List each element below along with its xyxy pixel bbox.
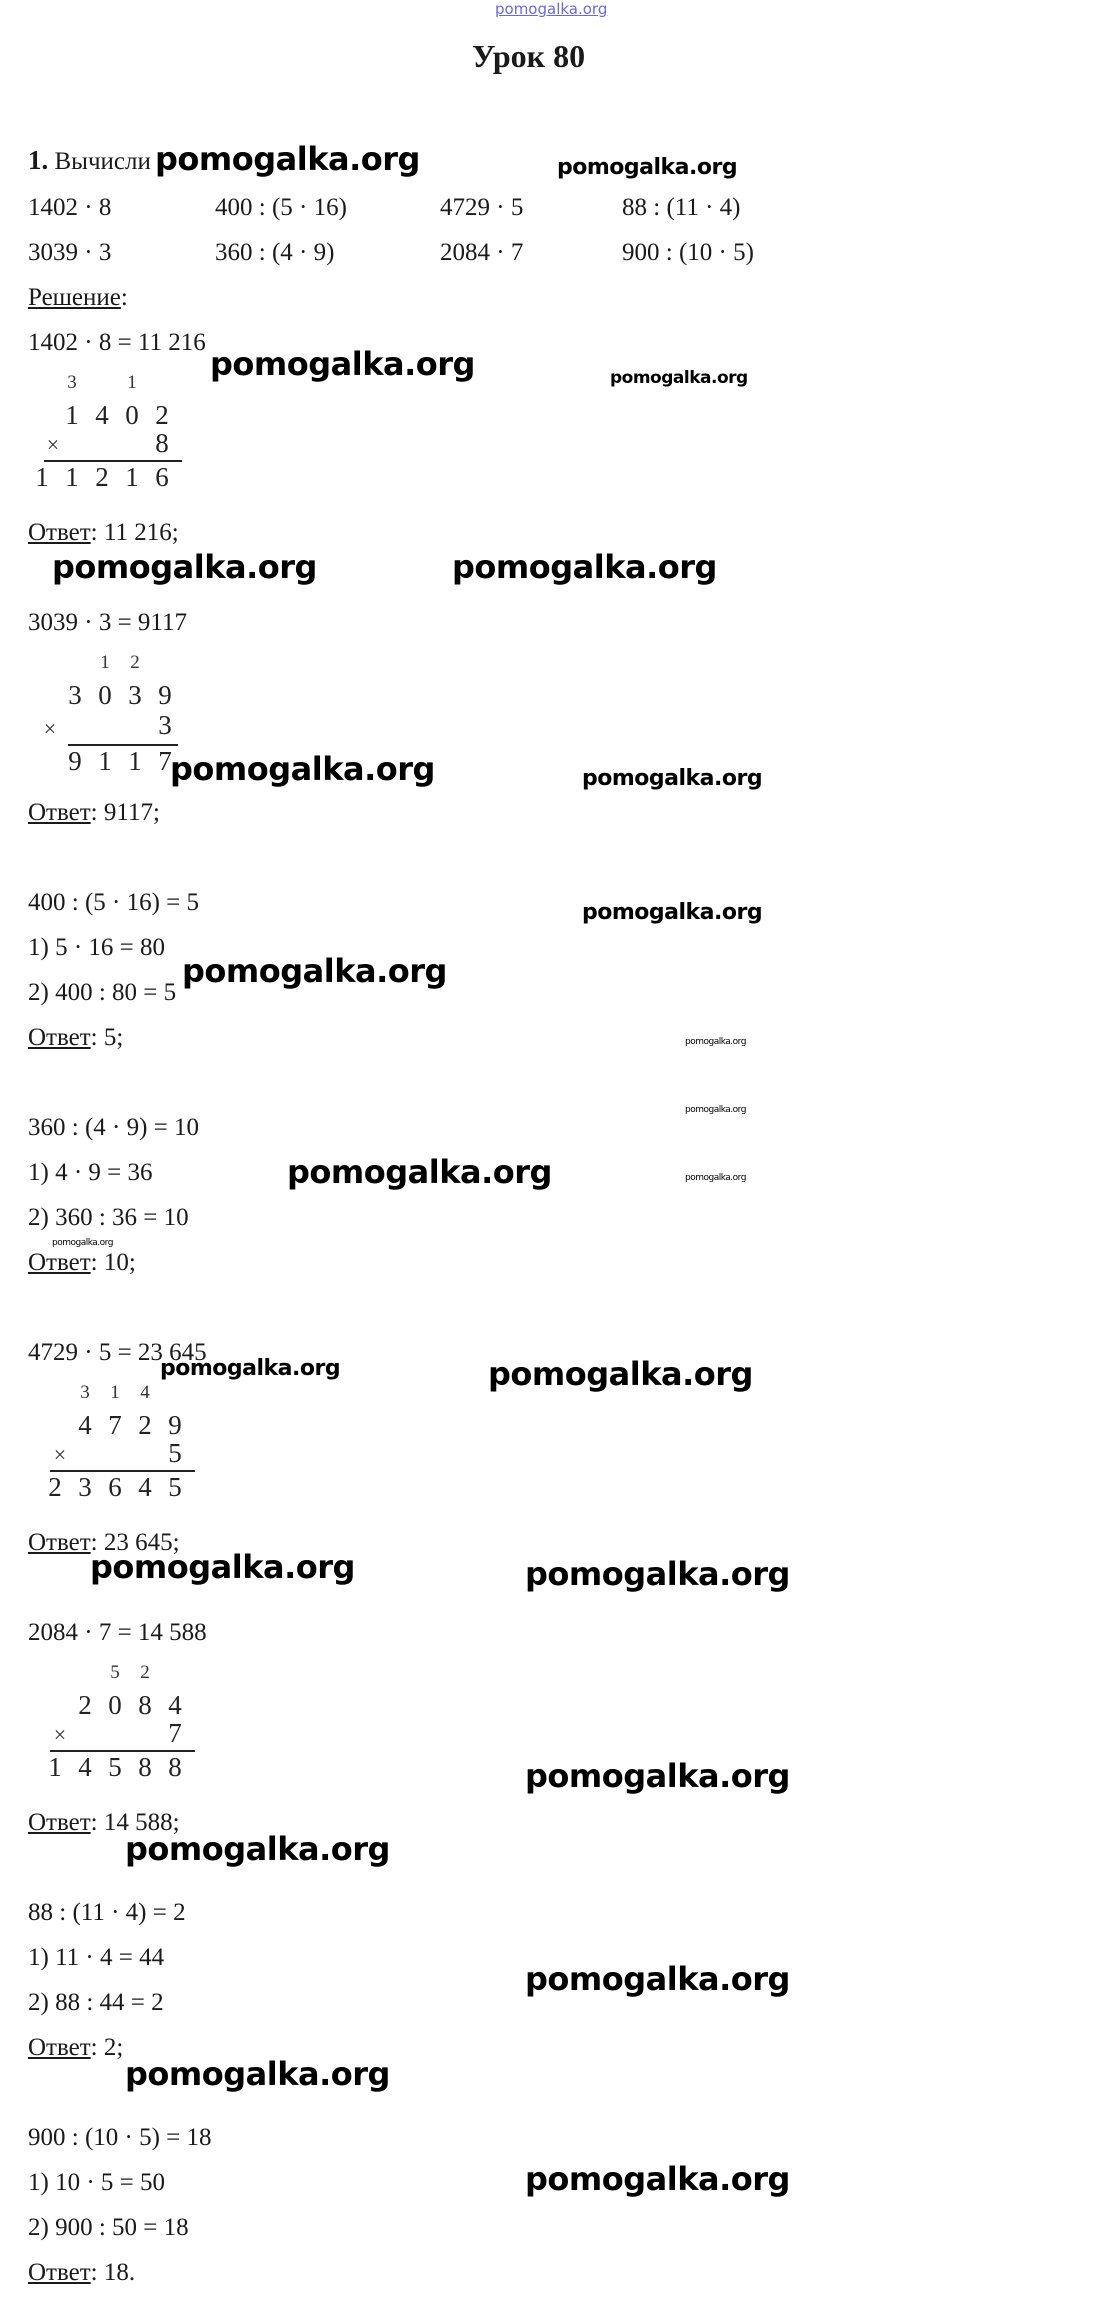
answer-label: Ответ [28,2259,91,2286]
task-expr: 2084 · 7 [440,239,524,266]
factor-digit: 9 [158,680,172,710]
answer-label: Ответ [28,2034,91,2061]
multiplier-digit: 8 [155,428,169,458]
multiply-sign: × [46,432,60,457]
result-digit: 4 [138,1472,152,1502]
result-digit: 1 [48,1752,62,1782]
result-digit: 4 [78,1752,92,1782]
result-digit: 2 [48,1472,62,1502]
watermark: pomogalka.org [685,1173,746,1183]
result-digit: 1 [65,462,79,492]
task-expr: 360 : (4 · 9) [215,239,335,266]
multiplier-digit: 3 [158,710,172,740]
solution-step: 1) 4 · 9 = 36 [28,1159,153,1186]
watermark: pomogalka.org [155,140,420,178]
factor-digit: 1 [65,400,79,430]
result-digit: 6 [155,462,169,492]
factor-digit: 2 [78,1690,92,1720]
result-digit: 7 [158,746,172,776]
answer-value: : 10; [90,1249,136,1276]
factor-digit: 8 [138,1690,152,1720]
solution-heading [28,283,128,313]
result-digit: 3 [78,1472,92,1502]
solution-expression: 88 : (11 · 4) = 2 [28,1899,186,1926]
factor-digit: 4 [95,400,109,430]
watermark: pomogalka.org [525,1555,790,1593]
result-digit: 2 [95,462,109,492]
carry-digit: 5 [110,1662,120,1683]
solution-label: Решение [28,284,121,311]
carry-digit: 2 [130,652,140,673]
result-digit: 9 [68,746,82,776]
solution-expression: 900 : (10 · 5) = 18 [28,2124,212,2151]
page-title: Урок 80 [472,38,586,74]
watermark: pomogalka.org [452,548,717,586]
task-expr: 1402 · 8 [28,194,112,221]
factor-digit: 4 [168,1690,182,1720]
carry-digit: 1 [100,652,110,673]
factor-digit: 7 [108,1410,122,1440]
answer-line [28,518,179,548]
multiply-sign: × [43,716,57,741]
watermark: pomogalka.org [210,345,475,383]
factor-digit: 0 [98,680,112,710]
answer-label: Ответ [28,1249,91,1276]
watermark: pomogalka.org [182,952,447,990]
solution-step: 1) 11 · 4 = 44 [28,1944,165,1971]
watermark: pomogalka.org [525,2160,790,2198]
answer-line [28,2033,123,2063]
result-digit: 1 [98,746,112,776]
answer-label: Ответ [28,799,91,826]
carry-digit: 1 [127,372,137,393]
result-digit: 5 [168,1472,182,1502]
solution-expression: 4729 · 5 = 23 645 [28,1339,207,1366]
multiplier-digit: 5 [168,1438,182,1468]
answer-line [28,1023,123,1053]
watermark: pomogalka.org [52,548,317,586]
answer-label: Ответ [28,1024,91,1051]
task-expr: 3039 · 3 [28,239,112,266]
watermark: pomogalka.org [685,1105,746,1115]
carry-digit: 3 [80,1382,90,1403]
result-digit: 6 [108,1472,122,1502]
answer-value: : 14 588; [90,1809,180,1836]
factor-digit: 2 [138,1410,152,1440]
watermark: pomogalka.org [125,1830,390,1868]
solution-expression: 1402 · 8 = 11 216 [28,329,206,356]
task-expr: 88 : (11 · 4) [622,194,741,221]
factor-digit: 3 [68,680,82,710]
solution-expression: 360 : (4 · 9) = 10 [28,1114,200,1141]
task-instruction: Вычисли [54,148,151,175]
answer-value: : 11 216; [90,519,179,546]
result-digit: 1 [128,746,142,776]
result-digit: 8 [168,1752,182,1782]
factor-digit: 4 [78,1410,92,1440]
answer-value: : 9117; [90,799,160,826]
watermark: pomogalka.org [287,1153,552,1191]
factor-digit: 0 [108,1690,122,1720]
watermark: pomogalka.org [525,1960,790,1998]
carry-digit: 4 [140,1382,150,1403]
result-digit: 5 [108,1752,122,1782]
task-heading [28,145,151,177]
multiply-sign: × [53,1722,67,1747]
carry-digit: 3 [67,372,77,393]
carry-digit: 1 [110,1382,120,1403]
watermark: pomogalka.org [125,2055,390,2093]
factor-digit: 9 [168,1410,182,1440]
task-expr: 4729 · 5 [440,194,524,221]
solution-expression: 2084 · 7 = 14 588 [28,1619,207,1646]
multiplier-digit: 7 [168,1718,182,1748]
watermark: pomogalka.org [525,1757,790,1795]
solution-colon: : [120,284,128,311]
watermark: pomogalka.org [170,750,435,788]
answer-value: : 5; [90,1024,124,1051]
answer-label: Ответ [28,519,91,546]
watermark: pomogalka.org [557,155,738,180]
result-digit: 1 [35,462,49,492]
site-link[interactable]: pomogalka.org [495,0,608,18]
watermark: pomogalka.org [582,766,763,791]
answer-line [28,2258,135,2288]
watermark: pomogalka.org [610,368,748,388]
result-digit: 8 [138,1752,152,1782]
solution-expression: 3039 · 3 = 9117 [28,609,187,636]
answer-label: Ответ [28,1529,91,1556]
task-number: 1. [28,145,49,175]
watermark: pomogalka.org [582,900,763,925]
solution-step: 2) 400 : 80 = 5 [28,979,177,1006]
factor-digit: 3 [128,680,142,710]
watermark: pomogalka.org [160,1356,341,1381]
answer-label: Ответ [28,1809,91,1836]
answer-line [28,1248,136,1278]
solution-expression: 400 : (5 · 16) = 5 [28,889,200,916]
watermark: pomogalka.org [52,1238,113,1248]
answer-line [28,798,160,828]
watermark: pomogalka.org [685,1037,746,1047]
multiply-sign: × [53,1442,67,1467]
watermark: pomogalka.org [488,1355,753,1393]
solution-step: 1) 5 · 16 = 80 [28,934,165,961]
answer-value: : 23 645; [90,1529,180,1556]
watermark: pomogalka.org [90,1548,355,1586]
solution-step: 1) 10 · 5 = 50 [28,2169,165,2196]
solution-step: 2) 900 : 50 = 18 [28,2214,189,2241]
answer-value: : 18. [90,2259,136,2286]
result-digit: 1 [125,462,139,492]
task-expr: 400 : (5 · 16) [215,194,347,221]
factor-digit: 2 [155,400,169,430]
solution-step: 2) 88 : 44 = 2 [28,1989,164,2016]
task-expr: 900 : (10 · 5) [622,239,754,266]
answer-value: : 2; [90,2034,124,2061]
factor-digit: 0 [125,400,139,430]
solution-step: 2) 360 : 36 = 10 [28,1204,189,1231]
carry-digit: 2 [140,1662,150,1683]
